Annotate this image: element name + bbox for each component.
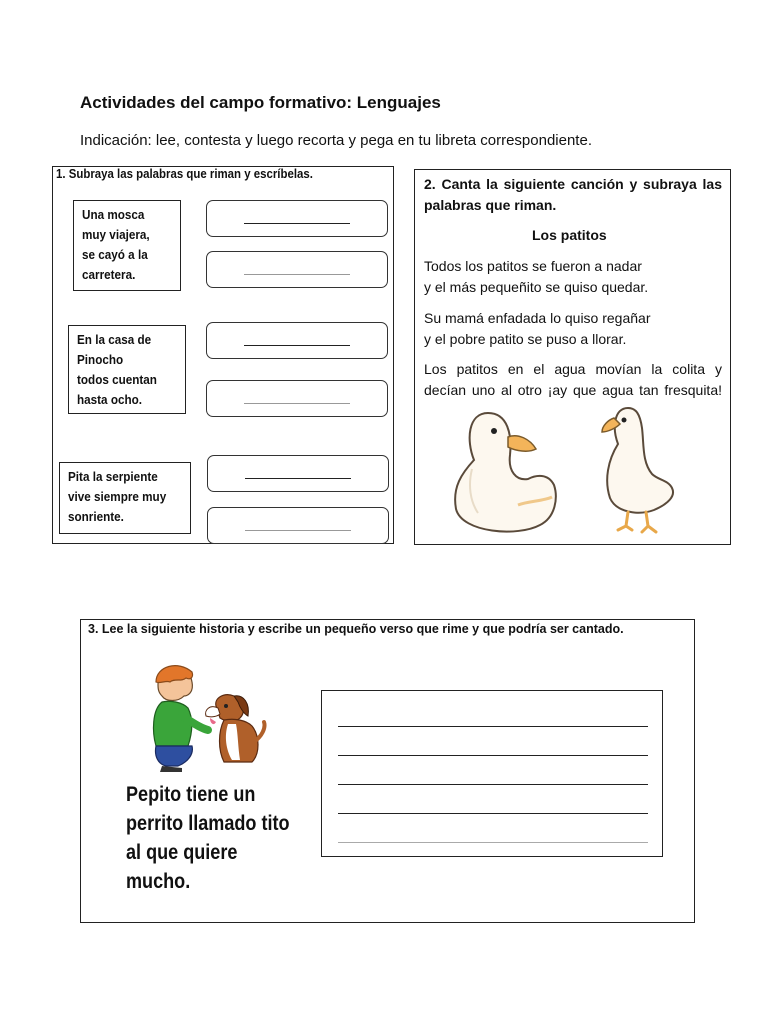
activity-1-title: 1. Subraya las palabras que riman y escríbelas. <box>56 166 313 181</box>
writing-line[interactable] <box>338 813 648 814</box>
answer-field-1[interactable] <box>206 200 388 237</box>
story-line: perrito llamado tito <box>126 812 290 835</box>
verse-line: todos cuentan <box>77 372 157 387</box>
song-line: y el pobre patito se puso a llorar. <box>424 331 627 347</box>
duck-illustration-1 <box>448 405 563 537</box>
answer-field-4[interactable] <box>206 380 388 417</box>
boy-and-dog-illustration <box>148 662 268 776</box>
song-line: Los patitos en el agua movían la colita y <box>424 361 722 377</box>
instruction-text: Indicación: lee, contesta y luego recorta y pega en tu libreta correspondiente. <box>80 132 592 149</box>
verse-line: se cayó a la <box>82 247 148 262</box>
page-title: Actividades del campo formativo: Lenguajes <box>80 93 441 112</box>
answer-field-5[interactable] <box>207 455 389 492</box>
verse-line: sonriente. <box>68 509 124 524</box>
writing-line[interactable] <box>338 784 648 785</box>
writing-line[interactable] <box>338 726 648 727</box>
verse-writing-box[interactable] <box>321 690 663 857</box>
song-stanza-3 <box>424 359 722 401</box>
activity-3-title: 3. Lee la siguiente historia y escribe un pequeño verso que rime y que podría ser cantado. <box>88 622 624 636</box>
song-line: Todos los patitos se fueron a nadar <box>424 258 642 274</box>
story-text <box>126 780 316 896</box>
verse-card-2 <box>68 325 186 414</box>
verse-line: Una mosca <box>82 207 145 222</box>
verse-line: carretera. <box>82 267 136 282</box>
writing-line[interactable] <box>338 755 648 756</box>
song-stanza-2 <box>424 308 722 350</box>
answer-field-3[interactable] <box>206 322 388 359</box>
writing-line[interactable] <box>338 842 648 843</box>
verse-line: muy viajera, <box>82 227 150 242</box>
verse-line: En la casa de <box>77 332 152 347</box>
answer-field-6[interactable] <box>207 507 389 544</box>
verse-card-3 <box>59 462 191 534</box>
activity-2-heading: 2. Canta la siguiente canción y subraya las palabras que riman. <box>424 176 722 213</box>
song-line: decían uno al otro ¡ay que agua tan fresquita! <box>424 382 722 398</box>
verse-line: Pinocho <box>77 352 124 367</box>
story-line: Pepito tiene un <box>126 783 256 806</box>
story-line: mucho. <box>126 870 191 893</box>
story-line: al que quiere <box>126 841 238 864</box>
verse-card-1 <box>73 200 181 291</box>
song-line: Su mamá enfadada lo quiso regañar <box>424 310 651 326</box>
song-stanza-1 <box>424 256 722 298</box>
song-line: y el más pequeñito se quiso quedar. <box>424 279 649 295</box>
answer-field-2[interactable] <box>206 251 388 288</box>
verse-line: vive siempre muy <box>68 489 167 504</box>
verse-line: hasta ocho. <box>77 392 143 407</box>
song-title: Los patitos <box>532 227 607 243</box>
verse-line: Pita la serpiente <box>68 469 158 484</box>
duck-illustration-2 <box>598 400 680 538</box>
